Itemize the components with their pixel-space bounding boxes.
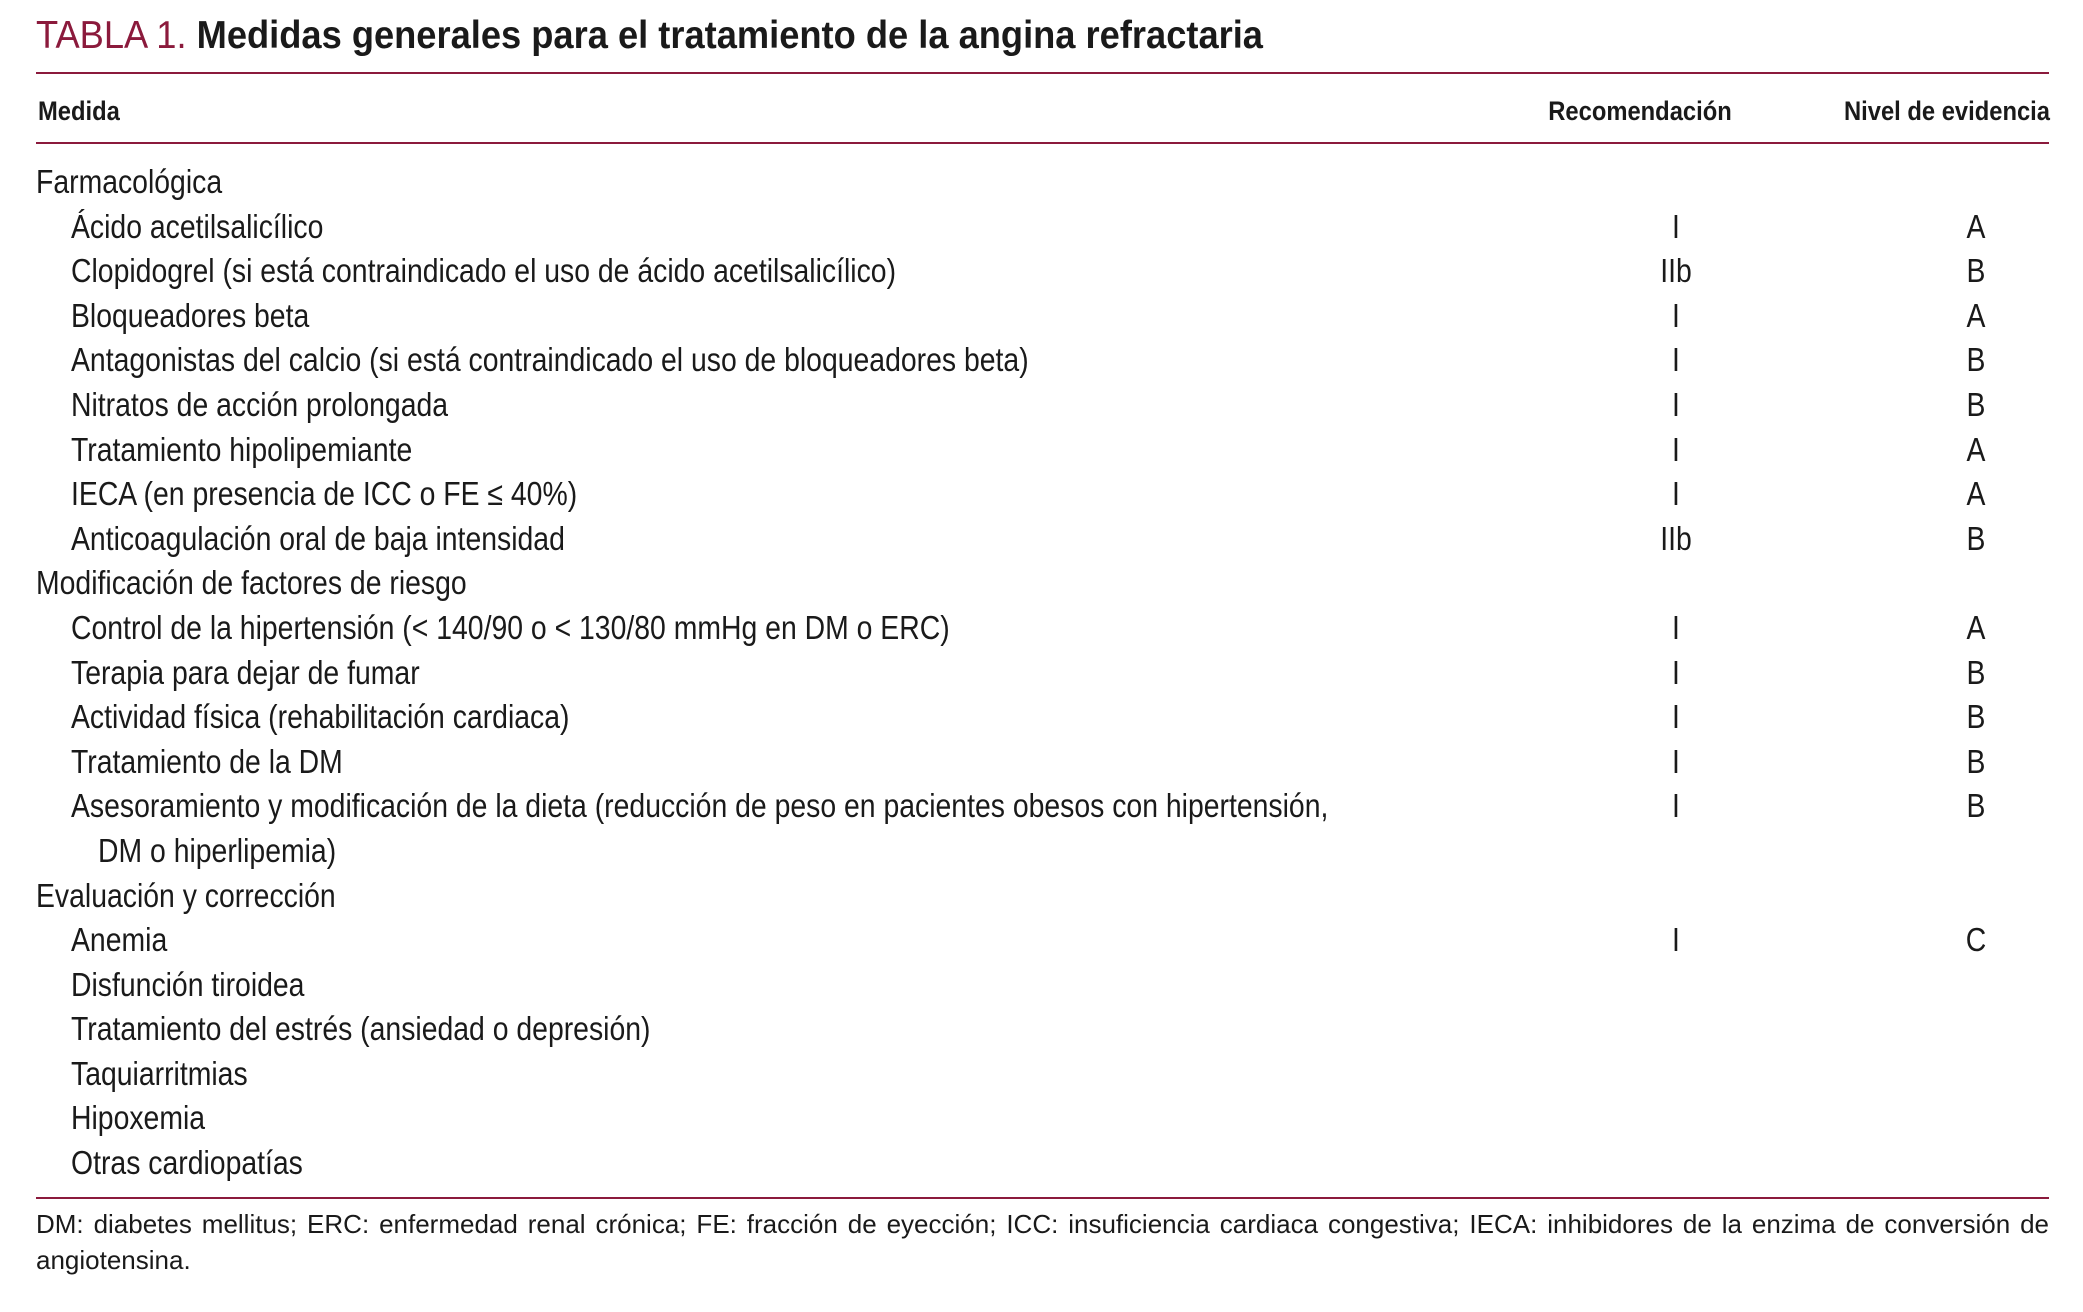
table-row [36,383,2049,428]
cell-nivel-evidencia: B [1966,252,1986,290]
table-row [36,338,2049,383]
cell-medida: Anemia [71,921,168,959]
cell-medida: Nitratos de acción prolongada [71,385,449,423]
cell-recomendacion: I [1672,608,1680,646]
cell-recomendacion: I [1672,653,1680,691]
table-row [36,651,2049,696]
table-row [36,1141,2049,1186]
cell-nivel-evidencia: A [1966,207,1986,245]
cell-nivel-evidencia: B [1966,519,1986,557]
cell-nivel-evidencia: B [1966,698,1986,736]
top-rule [36,72,2049,74]
cell-medida: Tratamiento de la DM [71,742,343,780]
cell-recomendacion: I [1672,475,1680,513]
cell-medida: Antagonistas del calcio (si está contraindicado el uso de bloqueadores beta) [71,341,1029,379]
header-nivel-evidencia: Nivel de evidencia [1843,96,2050,126]
table-row [36,784,2049,873]
section-title: Evaluación y corrección [36,876,336,914]
table-row [36,517,2049,562]
cell-recomendacion: I [1672,698,1680,736]
table-row [36,294,2049,339]
cell-medida: Tratamiento del estrés (ansiedad o depresión) [71,1010,651,1048]
table-row [36,205,2049,250]
cell-medida: Tratamiento hipolipemiante [71,430,413,468]
table-row [36,1096,2049,1141]
cell-recomendacion: I [1672,921,1680,959]
table-row [36,740,2049,785]
cell-nivel-evidencia: B [1966,787,1986,825]
cell-recomendacion: I [1672,296,1680,334]
table-row [36,695,2049,740]
cell-medida: Asesoramiento y modificación de la dieta (reducción de peso en pacientes obesos con hipertensión, [71,787,1329,825]
table-row [36,472,2049,517]
cell-medida: Disfunción tiroidea [71,965,305,1003]
table-row [36,249,2049,294]
header-medida: Medida [38,96,120,126]
cell-medida: Clopidogrel (si está contraindicado el uso de ácido acetilsalicílico) [71,252,897,290]
table-row [36,1052,2049,1097]
table-row [36,428,2049,473]
cell-medida: Hipoxemia [71,1099,206,1137]
table-title [36,8,1263,64]
cell-recomendacion: IIb [1660,252,1692,290]
cell-medida: Taquiarritmias [71,1054,248,1092]
cell-nivel-evidencia: C [1965,921,1987,959]
section-title: Modificación de factores de riesgo [36,564,467,602]
cell-medida: IECA (en presencia de ICC o FE ≤ 40%) [71,475,578,513]
table-body [36,160,2049,1186]
cell-medida: Anticoagulación oral de baja intensidad [71,519,565,557]
cell-nivel-evidencia: A [1966,296,1986,334]
cell-medida: Ácido acetilsalicílico [71,207,324,245]
cell-medida: Control de la hipertensión (< 140/90 o < 130/80 mmHg en DM o ERC) [71,608,950,646]
table-footnote: DM: diabetes mellitus; ERC: enfermedad renal crónica; FE: fracción de eyección; ICC: insuficiencia cardiaca congestiva; IECA: inhibidores de la enzima de conversión de angiotensina. [36,1209,2049,1275]
cell-medida: Otras cardiopatías [71,1144,303,1182]
table-title-label: TABLA 1. [36,14,187,57]
cell-recomendacion: I [1672,742,1680,780]
cell-recomendacion: I [1672,341,1680,379]
bottom-rule [36,1197,2049,1199]
table-title-text: Medidas generales para el tratamiento de la angina refractaria [196,14,1263,57]
cell-nivel-evidencia: A [1966,475,1986,513]
cell-nivel-evidencia: B [1966,341,1986,379]
cell-nivel-evidencia: A [1966,608,1986,646]
section-header [36,874,2049,919]
cell-nivel-evidencia: B [1966,653,1986,691]
cell-medida: Terapia para dejar de fumar [71,653,420,691]
cell-recomendacion: I [1672,787,1680,825]
table-row [36,918,2049,963]
cell-nivel-evidencia: A [1966,430,1986,468]
table-row [36,963,2049,1008]
section-header [36,561,2049,606]
header-rule [36,142,2049,144]
cell-recomendacion: I [1672,385,1680,423]
cell-nivel-evidencia: B [1966,742,1986,780]
section-header [36,160,2049,205]
cell-medida: Bloqueadores beta [71,296,310,334]
cell-recomendacion: IIb [1660,519,1692,557]
cell-recomendacion: I [1672,430,1680,468]
cell-medida: Actividad física (rehabilitación cardiaca) [71,698,570,736]
cell-recomendacion: I [1672,207,1680,245]
table-row [36,606,2049,651]
cell-nivel-evidencia: B [1966,385,1986,423]
cell-medida-continuation: DM o hiperlipemia) [98,831,337,869]
section-title: Farmacológica [36,163,223,200]
table-row [36,1007,2049,1052]
header-recomendacion: Recomendación [1548,96,1732,126]
